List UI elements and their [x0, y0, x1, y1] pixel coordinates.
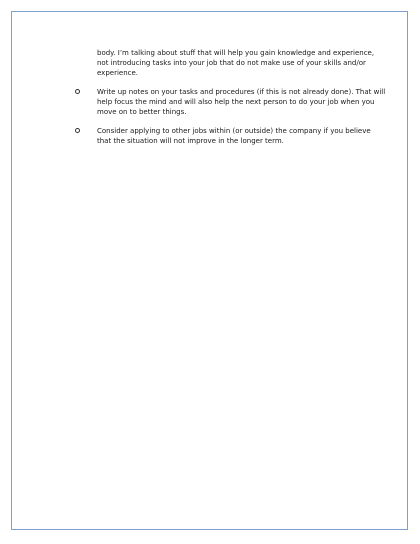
hollow-circle-bullet-icon	[75, 89, 80, 94]
list-item-text: Write up notes on your tasks and procedures (if this is not already done). That will help focus the mind and will also help the next person to do your job when you move on to better things.	[97, 88, 386, 116]
continuation-paragraph: body. I’m talking about stuff that will help you gain knowledge and experience, not introducing tasks into your job that do not make use of your skills and/or experience.	[97, 49, 375, 77]
hollow-circle-bullet-icon	[75, 128, 80, 133]
list-item-text: Consider applying to other jobs within (or outside) the company if you believe that the situation will not improve in the longer term.	[97, 127, 371, 145]
